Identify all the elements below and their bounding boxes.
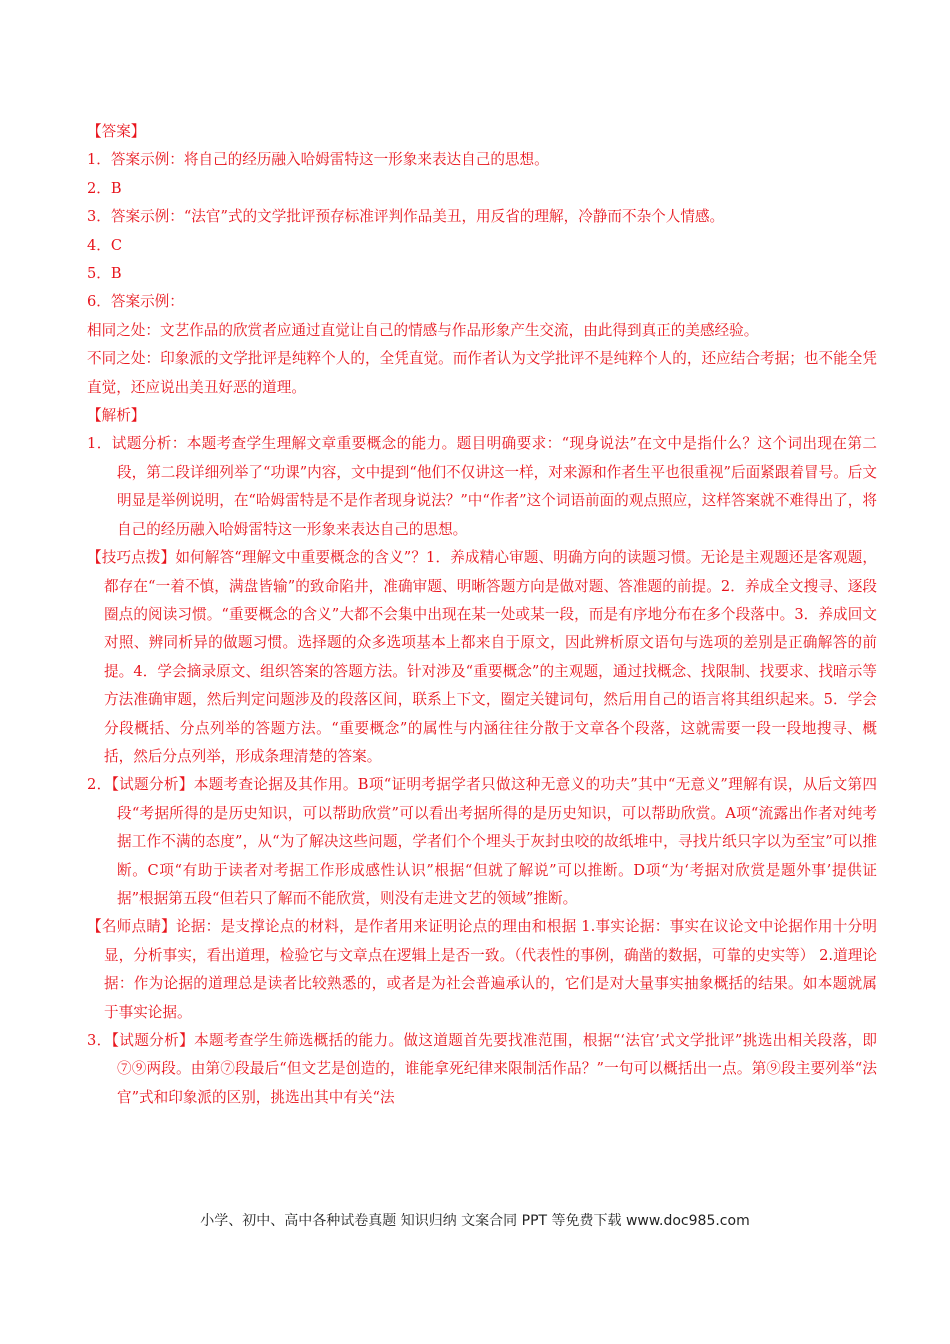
content-area <box>87 118 877 1112</box>
analysis-tip-1: 【技巧点拨】如何解答“理解文中重要概念的含义”？1．养成精心审题、明确方向的读题习惯。无论是主观题还是客观题，都存在“一着不慎，满盘皆输”的致命陷井，准确审题、明晰答题方向是做对题、答准题的前提。2．养成全文搜寻、逐段圈点的阅读习惯。“重要概念的含义”大都不会集中出现在某一处或某一段，而是有序地分布在多个段落中。3．养成回文对照、辨同析异的做题习惯。选择题的众多选项基本上都来自于原文，因此辨析原文语句与选项的差别是正确解答的前提。4．学会摘录原文、组织答案的答题方法。针对涉及“重要概念”的主观题，通过找概念、找限制、找要求、找暗示等方法准确审题，然后判定问题涉及的段落区间，联系上下文，圈定关键词句，然后用自己的语言将其组织起来。5．学会分段概括、分点列举的答题方法。“重要概念”的属性与内涵往往分散于文章各个段落，这就需要一段一段地搜寻、概括，然后分点列举，形成条理清楚的答案。 <box>87 549 877 765</box>
answer-line-3: 3．答案示例：“法官”式的文学批评预存标准评判作品美丑，用反省的理解，冷静而不杂个人情感。 <box>87 208 725 226</box>
answer-line-6: 6．答案示例： <box>87 293 184 311</box>
answer-line-4: 4．C <box>87 236 123 254</box>
analysis-header: 【解析】 <box>87 407 146 425</box>
analysis-item-2: 2．【试题分析】本题考查论据及其作用。B项“证明考据学者只做这种无意义的功夫”其中“无意义”理解有误，从后文第四段“考据所得的是历史知识，可以帮助欣赏”可以看出考据所得的是历史知识，可以帮助欣赏。A项“流露出作者对纯考据工作不满的态度”，从“为了解决这些问题，学者们个个埋头于灰封虫咬的故纸堆中，寻找片纸只字以为至宝”可以推断。C项“有助于读者对考据工作形成感性认识”根据“但就了解说”可以推断。D项“为‘考据对欣赏是题外事’提供证据”根据第五段“但若只了解而不能欣赏，则没有走进文艺的领域”推断。 <box>87 776 877 907</box>
analysis-item-1: 1．试题分析：本题考查学生理解文章重要概念的能力。题目明确要求：“现身说法”在文中是指什么？这个词出现在第二段，第二段详细列举了“功课”内容，文中提到“他们不仅讲这一样，对来源和作者生平也很重视”后面紧跟着冒号。后文明显是举例说明，在“哈姆雷特是不是作者现身说法？”中“作者”这个词语前面的观点照应，这样答案就不难得出了，将自己的经历融入哈姆雷特这一形象来表达自己的思想。 <box>87 435 877 538</box>
analysis-item-3: 3．【试题分析】本题考查学生筛选概括的能力。做这道题首先要找准范围，根据“‘法官’式文学批评”挑选出相关段落，即⑦⑨两段。由第⑦段最后“但文艺是创造的，谁能拿死纪律来限制活作品？”一句可以概括出一点。第⑨段主要列举“法官”式和印象派的区别，挑选出其中有关“法 <box>87 1032 877 1106</box>
answer-line-5: 5．B <box>87 265 122 283</box>
page-footer: 小学、初中、高中各种试卷真题 知识归纳 文案合同 PPT 等免费下载 www.doc985.com <box>200 1213 750 1229</box>
analysis-tip-2: 【名师点睛】论据：是支撑论点的材料，是作者用来证明论点的理由和根据 1.事实论据：事实在议论文中论据作用十分明显，分析事实，看出道理，检验它与文章点在逻辑上是否一致。（代表性的事例，确凿的数据，可靠的史实等） 2.道理论据：作为论据的道理总是读者比较熟悉的，或者是为社会普遍承认的，它们是对大量事实抽象概括的结果。如本题就属于事实论据。 <box>87 918 877 1021</box>
answer-diff: 不同之处：印象派的文学批评是纯粹个人的，全凭直觉。而作者认为文学批评不是纯粹个人的，还应结合考据；也不能全凭直觉，还应说出美丑好恶的道理。 <box>87 350 877 396</box>
answer-line-1: 1．答案示例：将自己的经历融入哈姆雷特这一形象来表达自己的思想。 <box>87 151 549 169</box>
answer-line-2: 2．B <box>87 179 122 197</box>
answer-header: 【答案】 <box>87 123 146 140</box>
answer-same: 相同之处：文艺作品的欣赏者应通过直觉让自己的情感与作品形象产生交流，由此得到真正的美感经验。 <box>87 321 759 339</box>
